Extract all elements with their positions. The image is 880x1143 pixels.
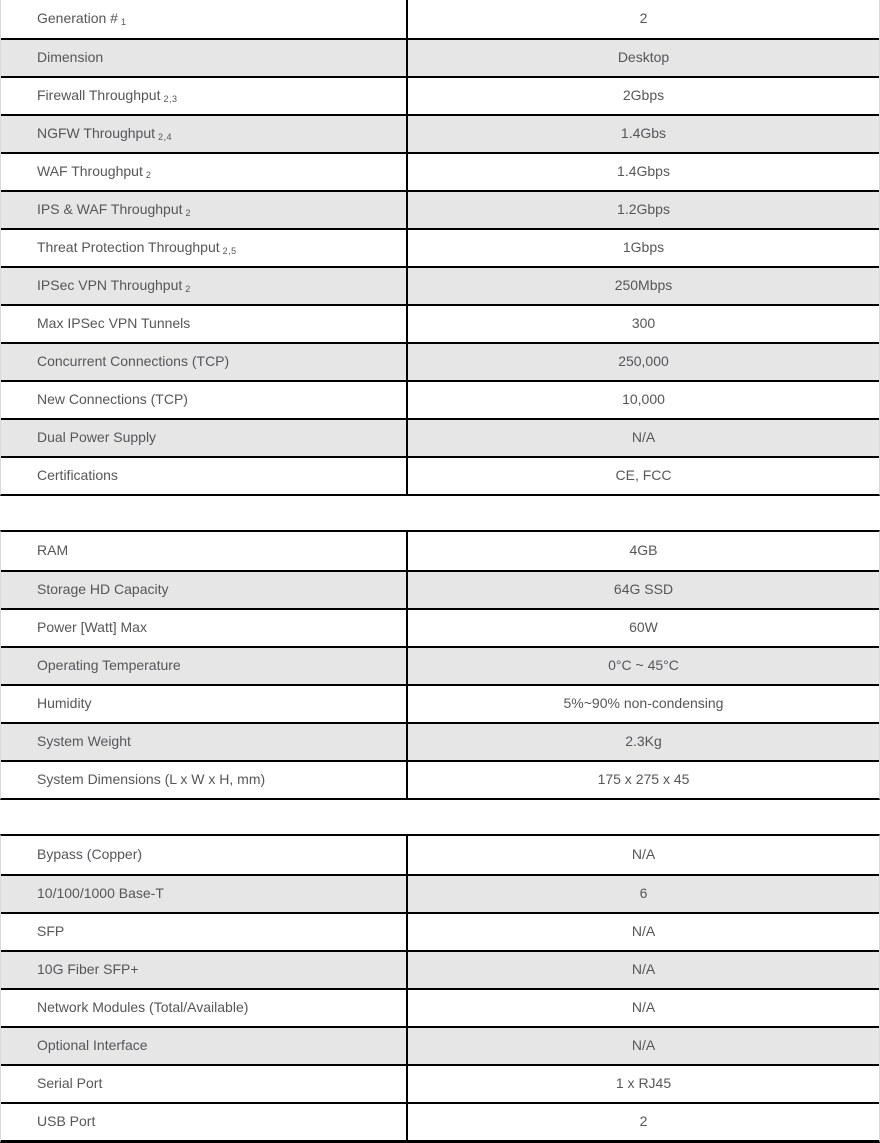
spec-row bbox=[1, 38, 879, 76]
spec-row bbox=[1, 684, 879, 722]
spec-label-cell bbox=[1, 268, 408, 304]
spec-value-cell: 1Gbps bbox=[622, 239, 665, 255]
spec-row bbox=[1, 532, 879, 570]
spec-label-cell bbox=[1, 1066, 408, 1102]
spec-label-text: Dimension bbox=[37, 49, 104, 65]
spec-label-text: SFP bbox=[37, 923, 65, 939]
spec-row bbox=[1, 190, 879, 228]
spec-label-text: IPS & WAF Throughput bbox=[37, 201, 183, 217]
spec-label-cell bbox=[1, 40, 408, 76]
spec-section-interfaces bbox=[0, 834, 880, 1143]
spec-label-text: Dual Power Supply bbox=[37, 429, 157, 445]
spec-label-text: Serial Port bbox=[37, 1075, 103, 1091]
spec-row bbox=[1, 570, 879, 608]
spec-value-cell: 10,000 bbox=[622, 391, 665, 407]
spec-value-cell: 64G SSD bbox=[613, 581, 674, 597]
spec-value-cell: N/A bbox=[631, 999, 656, 1015]
spec-value-cell: 0°C ~ 45°C bbox=[608, 657, 679, 673]
spec-label-text: Bypass (Copper) bbox=[37, 846, 143, 862]
spec-label-cell bbox=[1, 116, 408, 152]
spec-label-cell bbox=[1, 420, 408, 456]
spec-label-cell bbox=[1, 1028, 408, 1064]
spec-value-cell: CE, FCC bbox=[615, 467, 672, 483]
spec-value-cell: 175 x 275 x 45 bbox=[597, 771, 690, 787]
spec-label-cell bbox=[1, 0, 408, 38]
spec-row bbox=[1, 418, 879, 456]
spec-value-cell: 1.4Gbs bbox=[620, 125, 667, 141]
spec-row bbox=[1, 950, 879, 988]
spec-value-cell: 2 bbox=[639, 1113, 648, 1129]
spec-label-text: 10/100/1000 Base-T bbox=[37, 885, 164, 901]
spec-row bbox=[1, 646, 879, 684]
spec-row bbox=[1, 266, 879, 304]
spec-row bbox=[1, 1064, 879, 1102]
spec-label-cell bbox=[1, 154, 408, 190]
spec-label-text: 10G Fiber SFP+ bbox=[37, 961, 139, 977]
spec-row bbox=[1, 228, 879, 266]
spec-label-cell bbox=[1, 458, 408, 494]
spec-label-cell bbox=[1, 382, 408, 418]
spec-row bbox=[1, 380, 879, 418]
spec-footnote-marker: 2 bbox=[145, 170, 152, 180]
spec-label-text: IPSec VPN Throughput bbox=[37, 277, 183, 293]
spec-value-cell: 4GB bbox=[629, 542, 658, 558]
spec-value-cell: N/A bbox=[631, 961, 656, 977]
spec-label-cell bbox=[1, 610, 408, 646]
spec-value-cell: 250Mbps bbox=[614, 277, 673, 293]
spec-label-text: Threat Protection Throughput bbox=[37, 239, 220, 255]
spec-row bbox=[1, 722, 879, 760]
spec-row bbox=[1, 0, 879, 38]
spec-value-cell: 1.4Gbps bbox=[617, 163, 670, 179]
spec-label-text: System Weight bbox=[37, 733, 131, 749]
spec-value-cell: 300 bbox=[631, 315, 656, 331]
spec-label-cell bbox=[1, 192, 408, 228]
spec-value-cell: N/A bbox=[631, 1037, 656, 1053]
spec-label-cell bbox=[1, 724, 408, 760]
spec-value-cell: 1.2Gbps bbox=[617, 201, 670, 217]
spec-label-text: Power [Watt] Max bbox=[37, 619, 147, 635]
spec-footnote-marker: 2 bbox=[185, 284, 191, 294]
spec-label-cell bbox=[1, 914, 408, 950]
spec-row bbox=[1, 988, 879, 1026]
spec-footnote-marker: 2,5 bbox=[222, 246, 237, 256]
spec-row bbox=[1, 836, 879, 874]
spec-label-text: USB Port bbox=[37, 1113, 96, 1129]
spec-label-text: WAF Throughput bbox=[37, 163, 143, 179]
spec-row bbox=[1, 760, 879, 798]
spec-label-text: Storage HD Capacity bbox=[37, 581, 169, 597]
spec-section-performance bbox=[0, 0, 880, 496]
spec-footnote-marker: 2,4 bbox=[158, 132, 173, 142]
spec-label-text: System Dimensions (L x W x H, mm) bbox=[37, 771, 266, 787]
spec-row bbox=[1, 114, 879, 152]
spec-label-text: Network Modules (Total/Available) bbox=[37, 999, 249, 1015]
spec-footnote-marker: 2 bbox=[185, 208, 192, 218]
spec-row bbox=[1, 152, 879, 190]
spec-value-cell: N/A bbox=[631, 429, 656, 445]
spec-row bbox=[1, 874, 879, 912]
spec-label-cell bbox=[1, 952, 408, 988]
spec-label-cell bbox=[1, 990, 408, 1026]
spec-label-cell bbox=[1, 572, 408, 608]
spec-value-cell: 250,000 bbox=[618, 353, 669, 369]
spec-label-cell bbox=[1, 648, 408, 684]
spec-footnote-marker: 1 bbox=[120, 17, 127, 27]
spec-value-cell: 5%~90% non-condensing bbox=[563, 695, 724, 711]
spec-label-text: NGFW Throughput bbox=[37, 125, 156, 141]
spec-label-cell bbox=[1, 306, 408, 342]
spec-label-cell bbox=[1, 230, 408, 266]
spec-value-cell: 2 bbox=[639, 10, 648, 26]
spec-label-cell bbox=[1, 344, 408, 380]
spec-label-cell bbox=[1, 686, 408, 722]
spec-value-cell: 2.3Kg bbox=[625, 733, 662, 749]
spec-label-cell bbox=[1, 876, 408, 912]
spec-value-cell: 2Gbps bbox=[622, 87, 665, 103]
spec-row bbox=[1, 304, 879, 342]
spec-value-cell: 1 x RJ45 bbox=[615, 1075, 672, 1091]
spec-value-cell: N/A bbox=[631, 923, 656, 939]
spec-value-cell: 6 bbox=[639, 885, 648, 901]
spec-row bbox=[1, 342, 879, 380]
spec-row bbox=[1, 1102, 879, 1140]
spec-label-text: Operating Temperature bbox=[37, 657, 181, 673]
spec-value-cell: N/A bbox=[631, 846, 656, 862]
spec-section-hardware bbox=[0, 530, 880, 800]
spec-value-cell: Desktop bbox=[617, 49, 670, 65]
spec-row bbox=[1, 1026, 879, 1064]
spec-label-text: Generation # bbox=[37, 10, 118, 26]
spec-label-text: Humidity bbox=[37, 695, 92, 711]
spec-row bbox=[1, 608, 879, 646]
spec-label-cell bbox=[1, 762, 408, 798]
spec-label-cell bbox=[1, 1104, 408, 1140]
spec-label-text: Certifications bbox=[37, 467, 118, 483]
spec-label-text: Concurrent Connections (TCP) bbox=[37, 353, 230, 369]
spec-label-text: RAM bbox=[37, 542, 69, 558]
spec-label-text: Firewall Throughput bbox=[37, 87, 161, 103]
spec-footnote-marker: 2,3 bbox=[163, 94, 178, 104]
spec-label-text: Optional Interface bbox=[37, 1037, 148, 1053]
spec-row bbox=[1, 76, 879, 114]
spec-row bbox=[1, 912, 879, 950]
spec-label-text: Max IPSec VPN Tunnels bbox=[37, 315, 191, 331]
spec-label-cell bbox=[1, 532, 408, 570]
spec-label-cell bbox=[1, 78, 408, 114]
spec-label-cell bbox=[1, 836, 408, 874]
spec-value-cell: 60W bbox=[629, 619, 658, 635]
spec-row bbox=[1, 456, 879, 494]
spec-label-text: New Connections (TCP) bbox=[37, 391, 188, 407]
